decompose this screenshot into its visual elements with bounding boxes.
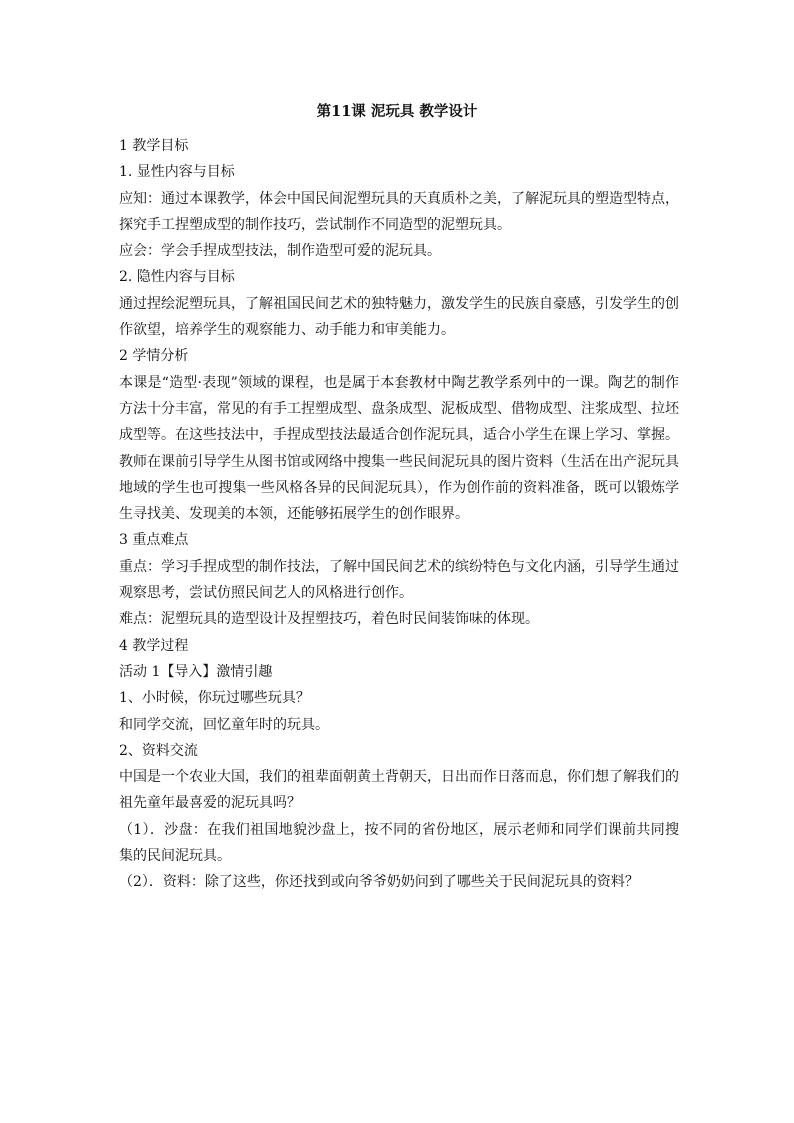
text-line: 重点：学习手捏成型的制作技法，了解中国民间艺术的缤纷特色与文化内涵，引导学生通过 [119, 558, 679, 575]
text-line: 难点：泥塑玩具的造型设计及捏塑技巧，着色时民间装饰味的体现。 [119, 611, 539, 628]
text-line: 通过捏绘泥塑玩具，了解祖国民间艺术的独特魅力，激发学生的民族自豪感，引发学生的创 [119, 295, 679, 312]
text-line: 探究手工捏塑成型的制作技巧，尝试制作不同造型的泥塑玩具。 [119, 216, 511, 233]
text-line: 集的民间泥玩具。 [119, 848, 231, 865]
text-line: 应会：学会手捏成型技法，制作造型可爱的泥玩具。 [119, 243, 441, 260]
text-line: 成型等。在这些技法中，手捏成型技法最适合创作泥玩具，适合小学生在课上学习、掌握。 [119, 427, 679, 444]
text-line: 4 教学过程 [119, 637, 189, 654]
text-line: 作欲望，培养学生的观察能力、动手能力和审美能力。 [119, 322, 455, 339]
text-line: （1）．沙盘：在我们祖国地貌沙盘上，按不同的省份地区，展示老师和同学们课前共同搜 [119, 821, 679, 838]
text-line: 方法十分丰富，常见的有手工捏塑成型、盘条成型、泥板成型、借物成型、注浆成型、拉坯 [119, 400, 679, 417]
text-line: 3 重点难点 [119, 532, 189, 549]
document-title: 第11课 泥玩具 教学设计 [316, 103, 478, 120]
text-line: 2. 隐性内容与目标 [119, 269, 235, 286]
text-line: 1. 显性内容与目标 [119, 164, 235, 181]
text-line: 应知：通过本课教学，体会中国民间泥塑玩具的天真质朴之美，了解泥玩具的塑造型特点， [119, 190, 679, 207]
text-line: （2）．资料：除了这些，你还找到或向爷爷奶奶问到了哪些关于民间泥玩具的资料？ [119, 874, 639, 891]
text-line: 2 学情分析 [119, 348, 189, 365]
text-line: 本课是“造型·表现”领域的课程，也是属于本套教材中陶艺教学系列中的一课。陶艺的制作 [119, 374, 679, 391]
text-line: 2、资料交流 [119, 742, 198, 759]
text-line: 1 教学目标 [119, 138, 189, 154]
document-body [119, 133, 679, 896]
text-line: 1、小时候，你玩过哪些玩具？ [119, 690, 310, 707]
text-line: 中国是一个农业大国，我们的祖辈面朝黄土背朝天，日出而作日落而息，你们想了解我们的 [119, 769, 679, 786]
text-line: 教师在课前引导学生从图书馆或网络中搜集一些民间泥玩具的图片资料（生活在出产泥玩具 [119, 453, 679, 470]
text-line: 活动 1【导入】激情引趣 [119, 663, 273, 680]
text-line: 生寻找美、发现美的本领，还能够拓展学生的创作眼界。 [119, 506, 469, 523]
text-line: 和同学交流，回忆童年时的玩具。 [119, 716, 329, 733]
text-line: 观察思考，尝试仿照民间艺人的风格进行创作。 [119, 585, 413, 602]
text-line: 祖先童年最喜爱的泥玩具吗？ [119, 795, 301, 812]
text-line: 地域的学生也可搜集一些风格各异的民间泥玩具），作为创作前的资料准备，既可以锻炼学 [119, 479, 679, 496]
